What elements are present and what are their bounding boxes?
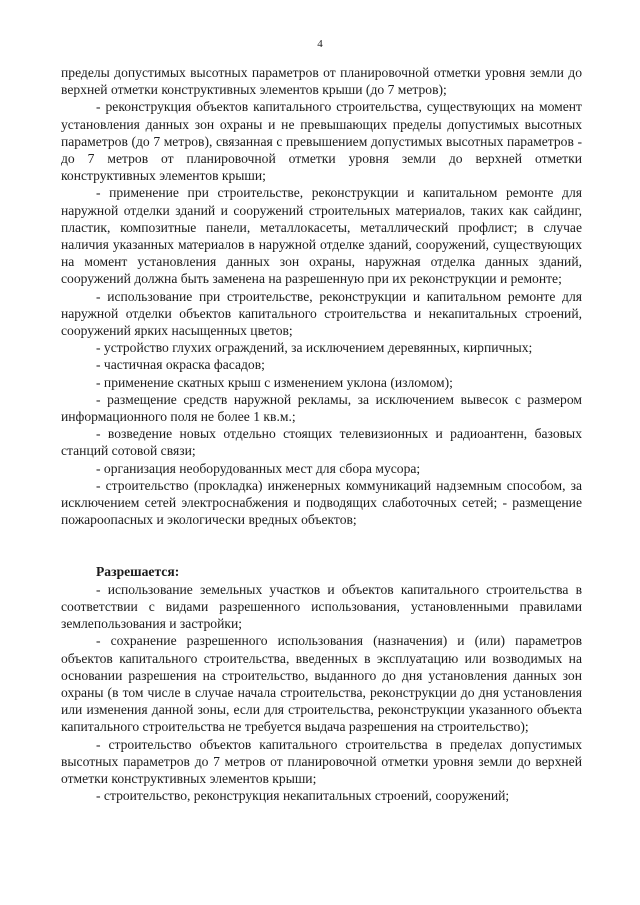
allowed-item-construction-height: - строительство объектов капитального строительства в пределах допустимых высотных параметров до 7 метров от планировочной отметки уровня земли до верхней отметки конструктивных элементов крыши; <box>61 736 582 786</box>
allowed-item-temporary-structures: - строительство, реконструкция некапитальных строений, сооружений; <box>96 788 510 804</box>
allowed-heading: Разрешается: <box>96 564 180 580</box>
list-item-reconstruction: - реконструкция объектов капитального строительства, существующих на момент установления данных зон охраны и не превышающих пределы допустимых высотных параметров (до 7 метров), связанная с превышением допустимых высотных параметров - до 7 метров от планировочной отметки уровня земли до верхней отметки конструктивных элементов крыши; <box>61 99 582 184</box>
list-item-outdoor-advertising: - размещение средств наружной рекламы, за исключением вывесок с размером информационного поля не более 1 кв.м.; <box>61 391 582 425</box>
list-item-partial-painting: - частичная окраска фасадов; <box>96 357 265 373</box>
document-body <box>61 64 582 804</box>
list-item-blind-fences: - устройство глухих ограждений, за исключением деревянных, кирпичных; <box>96 340 533 356</box>
list-item-bright-colors: - использование при строительстве, реконструкции и капитальном ремонте для наружной отделки объектов капитального строительства и некапитальных строений, сооружений ярких насыщенных цветов; <box>61 288 582 339</box>
list-item-pitched-roofs: - применение скатных крыш с изменением уклона (изломом); <box>96 374 453 390</box>
list-item-garbage-sites: - организация необорудованных мест для сбора мусора; <box>96 460 421 476</box>
list-item-overhead-utilities: - строительство (прокладка) инженерных коммуникаций надземным способом, за исключением сетей электроснабжения и подводящих слаботочных сетей; - размещение пожароопасных и экологически вредных объектов; <box>61 477 582 528</box>
list-item-exterior-materials: - применение при строительстве, реконструкции и капитальном ремонте для наружной отделки зданий и сооружений строительных материалов, таких как сайдинг, пластик, композитные панели, металлокасеты, металлический профлист; в случае наличия указанных материалов в наружной отделке зданий, сооружений, существующих на момент установления данных зон охраны, наружная отделка данных зданий, сооружений должна быть заменена на разрешенную при их реконструкции и ремонте; <box>61 185 582 287</box>
allowed-item-land-use: - использование земельных участков и объектов капитального строительства в соответствии с видами разрешенного использования, установленными правилами землепользования и застройки; <box>61 581 582 632</box>
section-spacer <box>61 528 582 563</box>
allowed-item-preserve-use: - сохранение разрешенного использования (назначения) и (или) параметров объектов капитального строительства, введенных в эксплуатацию или возводимых на основании разрешения на строительство, выданного до дня установления данных зон охраны (в том числе в случае начала строительства, реконструкции до дня установления или изменения данной зоны, если для строительства, реконструкции указанного объекта капитального строительства не требуется выдача разрешения на строительство); <box>61 633 582 735</box>
list-item-antennas: - возведение новых отдельно стоящих телевизионных и радиоантенн, базовых станций сотовой связи; <box>61 426 582 459</box>
page-number: 4 <box>317 38 323 50</box>
paragraph-continuation: пределы допустимых высотных параметров от планировочной отметки уровня земли до верхней отметки конструктивных элементов крыши (до 7 метров); <box>61 65 582 98</box>
